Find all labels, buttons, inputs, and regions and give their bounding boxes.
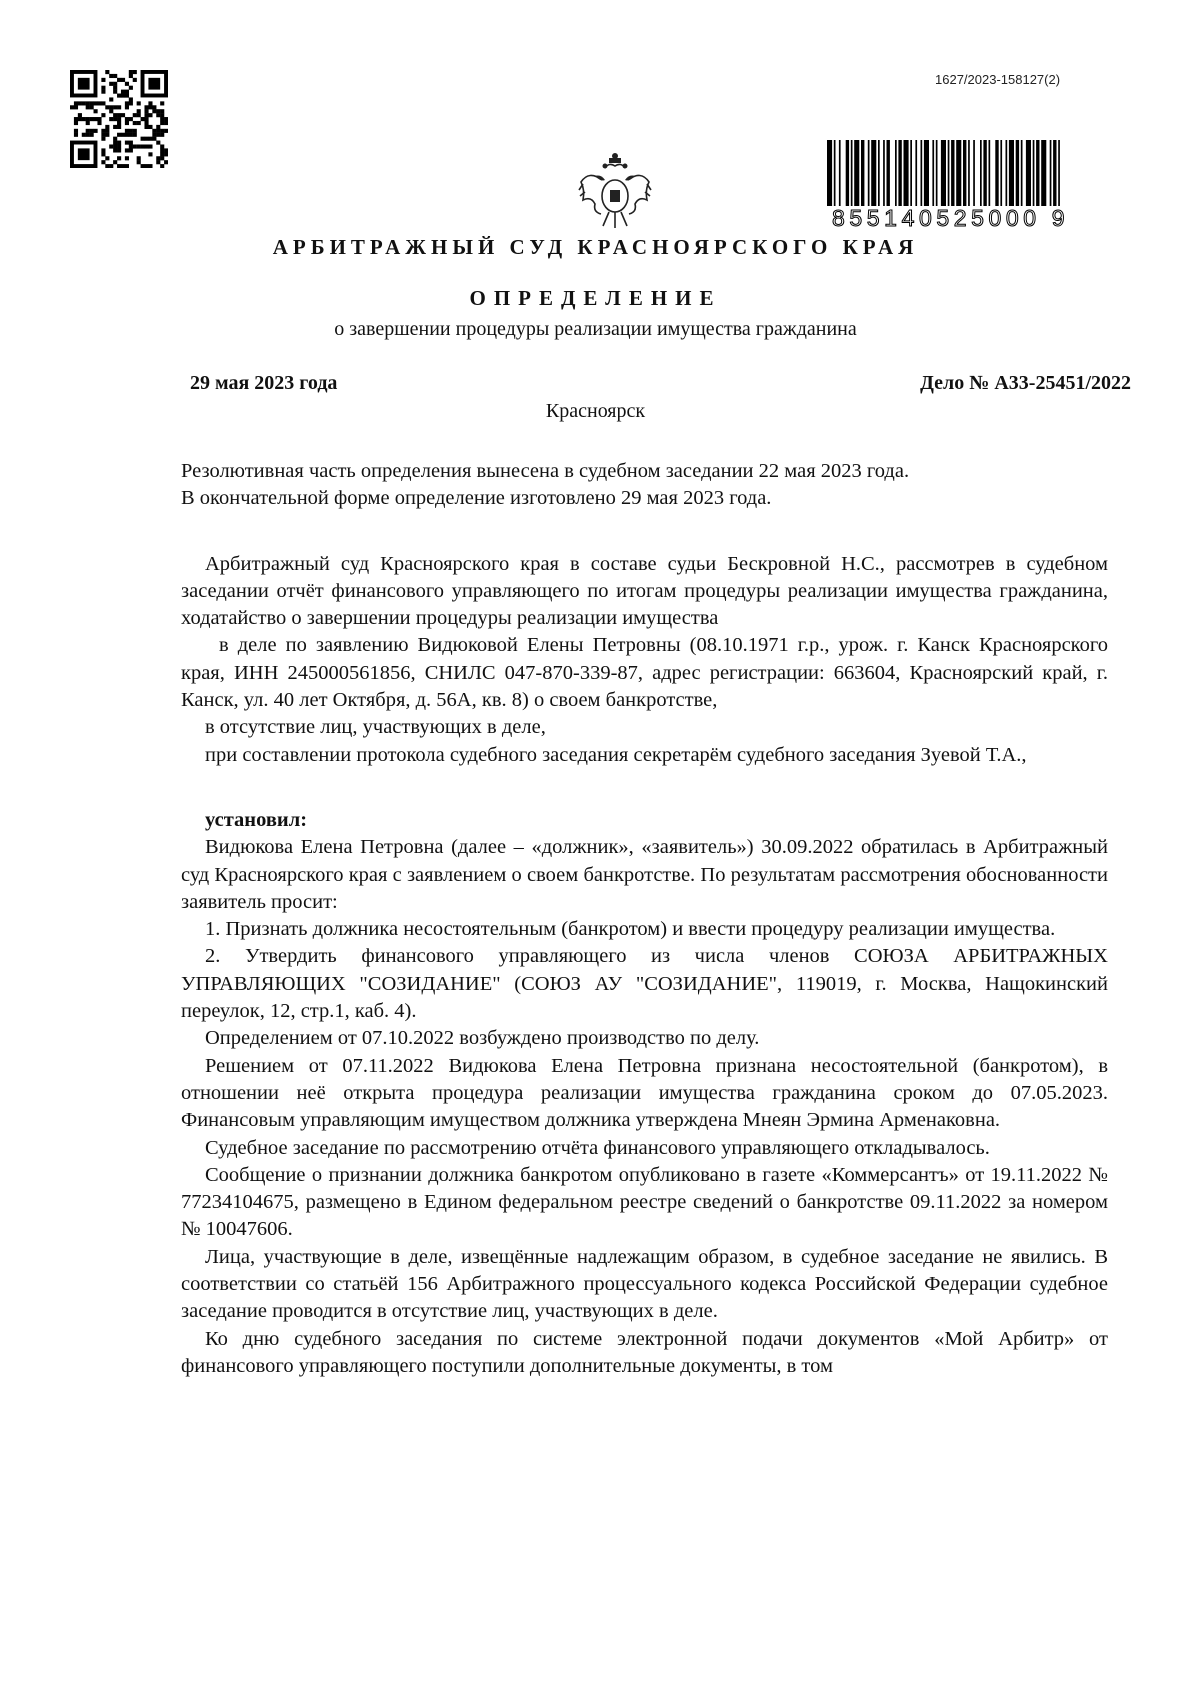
document-title: ОПРЕДЕЛЕНИЕ xyxy=(469,286,722,310)
paragraph: Резолютивная часть определения вынесена в судебном заседании 22 мая 2023 года. xyxy=(181,460,910,482)
paragraph: Определением от 07.10.2022 возбуждено производство по делу. xyxy=(205,1027,760,1050)
paragraph: Сообщение о признании должника банкротом опубликовано в газете «Коммерсантъ» от 19.11.2022 № 77234104675, размещено в Едином федеральном реестре сведений о банкротстве 09.11.2022 за номером № 10047606. xyxy=(181,1163,1108,1241)
paragraph: 2. Утвердить финансового управляющего из числа членов СОЮЗА АРБИТРАЖНЫХ УПРАВЛЯЮЩИХ "СОЗИДАНИЕ" (СОЮЗ АУ "СОЗИДАНИЕ", 119019, г. Москва, Нащокинский переулок, 12, стр.1, каб. 4). xyxy=(181,945,1108,1023)
paragraph: Арбитражный суд Красноярского края в составе судьи Бескровной Н.С., рассмотрев в судебном заседании отчёт финансового управляющего по итогам процедуры реализации имущества гражданина, ходатайство о завершении процедуры реализации имущества xyxy=(181,552,1108,630)
barcode-digits: 855140525000 9 xyxy=(832,205,1070,231)
document-date: 29 мая 2023 года xyxy=(190,372,338,394)
qr-code-icon xyxy=(70,70,168,168)
paragraph: в отсутствие лиц, участвующих в деле, xyxy=(205,716,546,739)
paragraph: Решением от 07.11.2022 Видюкова Елена Петровна признана несостоятельной (банкротом), в отношении неё открыта процедура реализации имущества гражданина сроком до 07.05.2023. Финансовым управляющим имуществом должника утверждена Мнеян Эрмина Арменаковна. xyxy=(181,1054,1108,1132)
russian-coat-of-arms-icon xyxy=(575,150,655,232)
paragraph: Видюкова Елена Петровна (далее – «должник», «заявитель») 30.09.2022 обратилась в Арбитражный суд Красноярского края с заявлением о своем банкротстве. По результатам рассмотрения обоснованности заявитель просит: xyxy=(181,836,1108,913)
section-heading: установил: xyxy=(205,808,308,831)
paragraph: в деле по заявлению Видюковой Елены Петровны (08.10.1971 г.р., урож. г. Канск Красноярского края, ИНН 245000561856, СНИЛС 047-870-339-87, адрес регистрации: 663604, Красноярский край, г. Канск, ул. 40 лет Октября, д. 56А, кв. 8) о своем банкротстве, xyxy=(181,634,1108,712)
paragraph: Ко дню судебного заседания по системе электронной подачи документов «Мой Арбитр» от финансового управляющего поступили дополнительные документы, в том xyxy=(181,1327,1108,1377)
case-number: Дело № А33-25451/2022 xyxy=(920,372,1131,394)
paragraph: при составлении протокола судебного заседания секретарём судебного заседания Зуевой Т.А., xyxy=(205,743,1027,766)
paragraph: 1. Признать должника несостоятельным (банкротом) и ввести процедуру реализации имущества. xyxy=(205,918,1056,941)
city: Красноярск xyxy=(545,400,646,422)
court-name: АРБИТРАЖНЫЙ СУД КРАСНОЯРСКОГО КРАЯ xyxy=(272,235,919,259)
paragraph: Лица, участвующие в деле, извещённые надлежащим образом, в судебное заседание не явились. В соответствии со статьёй 156 Арбитражного процессуального кодекса Российской Федерации судебное заседание проводится в отсутствие лиц, участвующих в деле. xyxy=(181,1245,1108,1323)
document-subtitle: о завершении процедуры реализации имущества гражданина xyxy=(334,318,857,340)
paragraph: Судебное заседание по рассмотрению отчёта финансового управляющего откладывалось. xyxy=(205,1136,990,1159)
paragraph: В окончательной форме определение изготовлено 29 мая 2023 года. xyxy=(181,487,772,510)
document-body xyxy=(181,458,1108,1380)
document-number: 1627/2023-158127(2) xyxy=(935,72,1061,87)
